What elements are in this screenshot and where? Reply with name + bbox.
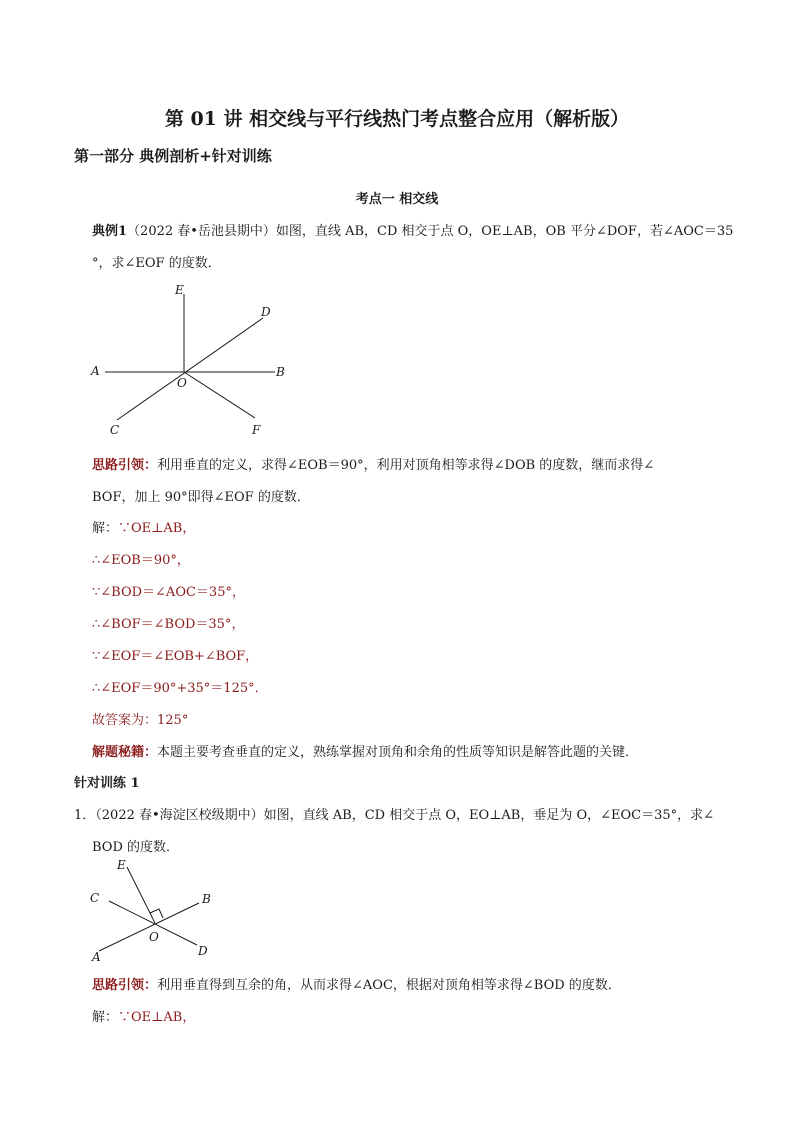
label-b: B bbox=[276, 365, 285, 379]
solution2-label: 解： bbox=[92, 1010, 119, 1025]
solution1-step6: ∴∠EOF＝90°+35°＝125°． bbox=[92, 681, 268, 696]
line-cd bbox=[117, 318, 263, 420]
solution1-step3: ∵∠BOD＝∠AOC＝35°， bbox=[92, 585, 245, 600]
secret1-line bbox=[92, 741, 638, 760]
problem1-line2: BOD 的度数． bbox=[92, 840, 180, 855]
label-c: C bbox=[90, 891, 100, 905]
example1-text1: （2022 春•岳池县期中）如图，直线 AB，CD 相交于点 O，OE⊥AB，OB 平分∠DOF，若∠AOC＝35 bbox=[127, 224, 734, 239]
example1-line1 bbox=[92, 220, 733, 239]
solution1-step2: ∴∠EOB＝90°， bbox=[92, 553, 190, 568]
figure2-diagram bbox=[85, 855, 225, 965]
topic-heading: 考点一 相交线 bbox=[355, 192, 439, 207]
label-o: O bbox=[149, 930, 159, 944]
hint1-label: 思路引领： bbox=[92, 458, 158, 473]
ray-oe bbox=[127, 867, 155, 923]
label-e: E bbox=[117, 858, 126, 872]
label-e: E bbox=[175, 283, 184, 297]
solution2-line bbox=[92, 1006, 195, 1025]
label-a: A bbox=[91, 364, 100, 378]
ray-of bbox=[184, 372, 255, 418]
solution1-line1 bbox=[92, 517, 195, 536]
secret1-text: 本题主要考查垂直的定义，熟练掌握对顶角和余角的性质等知识是解答此题的关键． bbox=[157, 745, 639, 760]
label-d: D bbox=[261, 305, 271, 319]
solution1-step4: ∴∠BOF＝∠BOD＝35°， bbox=[92, 617, 245, 632]
secret1-label: 解题秘籍： bbox=[92, 745, 158, 760]
solution1-step1: ∵OE⊥AB， bbox=[118, 521, 196, 536]
hint1-text1: 利用垂直的定义，求得∠EOB＝90°，利用对顶角相等求得∠DOB 的度数，继而求得∠ bbox=[157, 458, 655, 473]
page-title: 第 01 讲 相交线与平行线热门考点整合应用（解析版） bbox=[164, 108, 630, 130]
solution1-step5: ∵∠EOF＝∠EOB+∠BOF， bbox=[92, 649, 259, 664]
label-c: C bbox=[110, 423, 120, 437]
hint1-line2: BOF，加上 90°即得∠EOF 的度数． bbox=[92, 490, 310, 505]
label-f: F bbox=[252, 423, 261, 437]
hint2-text: 利用垂直得到互余的角，从而求得∠AOC，根据对顶角相等求得∠BOD 的度数． bbox=[157, 978, 621, 993]
example1-label: 典例1 bbox=[92, 224, 128, 239]
example1-line2: °，求∠EOF 的度数． bbox=[92, 256, 221, 271]
label-b: B bbox=[202, 892, 211, 906]
label-d: D bbox=[198, 944, 208, 958]
hint2-label: 思路引领： bbox=[92, 978, 158, 993]
hint1-line1 bbox=[92, 454, 654, 473]
label-o: O bbox=[177, 376, 187, 390]
hint2-line bbox=[92, 974, 621, 993]
figure1-diagram bbox=[85, 278, 305, 440]
problem1-line1: 1．（2022 春•海淀区校级期中）如图，直线 AB，CD 相交于点 O，EO⊥AB，垂足为 O，∠EOC＝35°，求∠ bbox=[74, 808, 715, 823]
solution1-answer: 故答案为：125° bbox=[92, 713, 189, 728]
solution2-step: ∵OE⊥AB， bbox=[118, 1010, 196, 1025]
part-heading: 第一部分 典例剖析+针对训练 bbox=[74, 147, 272, 165]
training-heading: 针对训练 1 bbox=[74, 776, 140, 791]
solution1-label: 解： bbox=[92, 521, 119, 536]
label-a: A bbox=[92, 950, 101, 964]
